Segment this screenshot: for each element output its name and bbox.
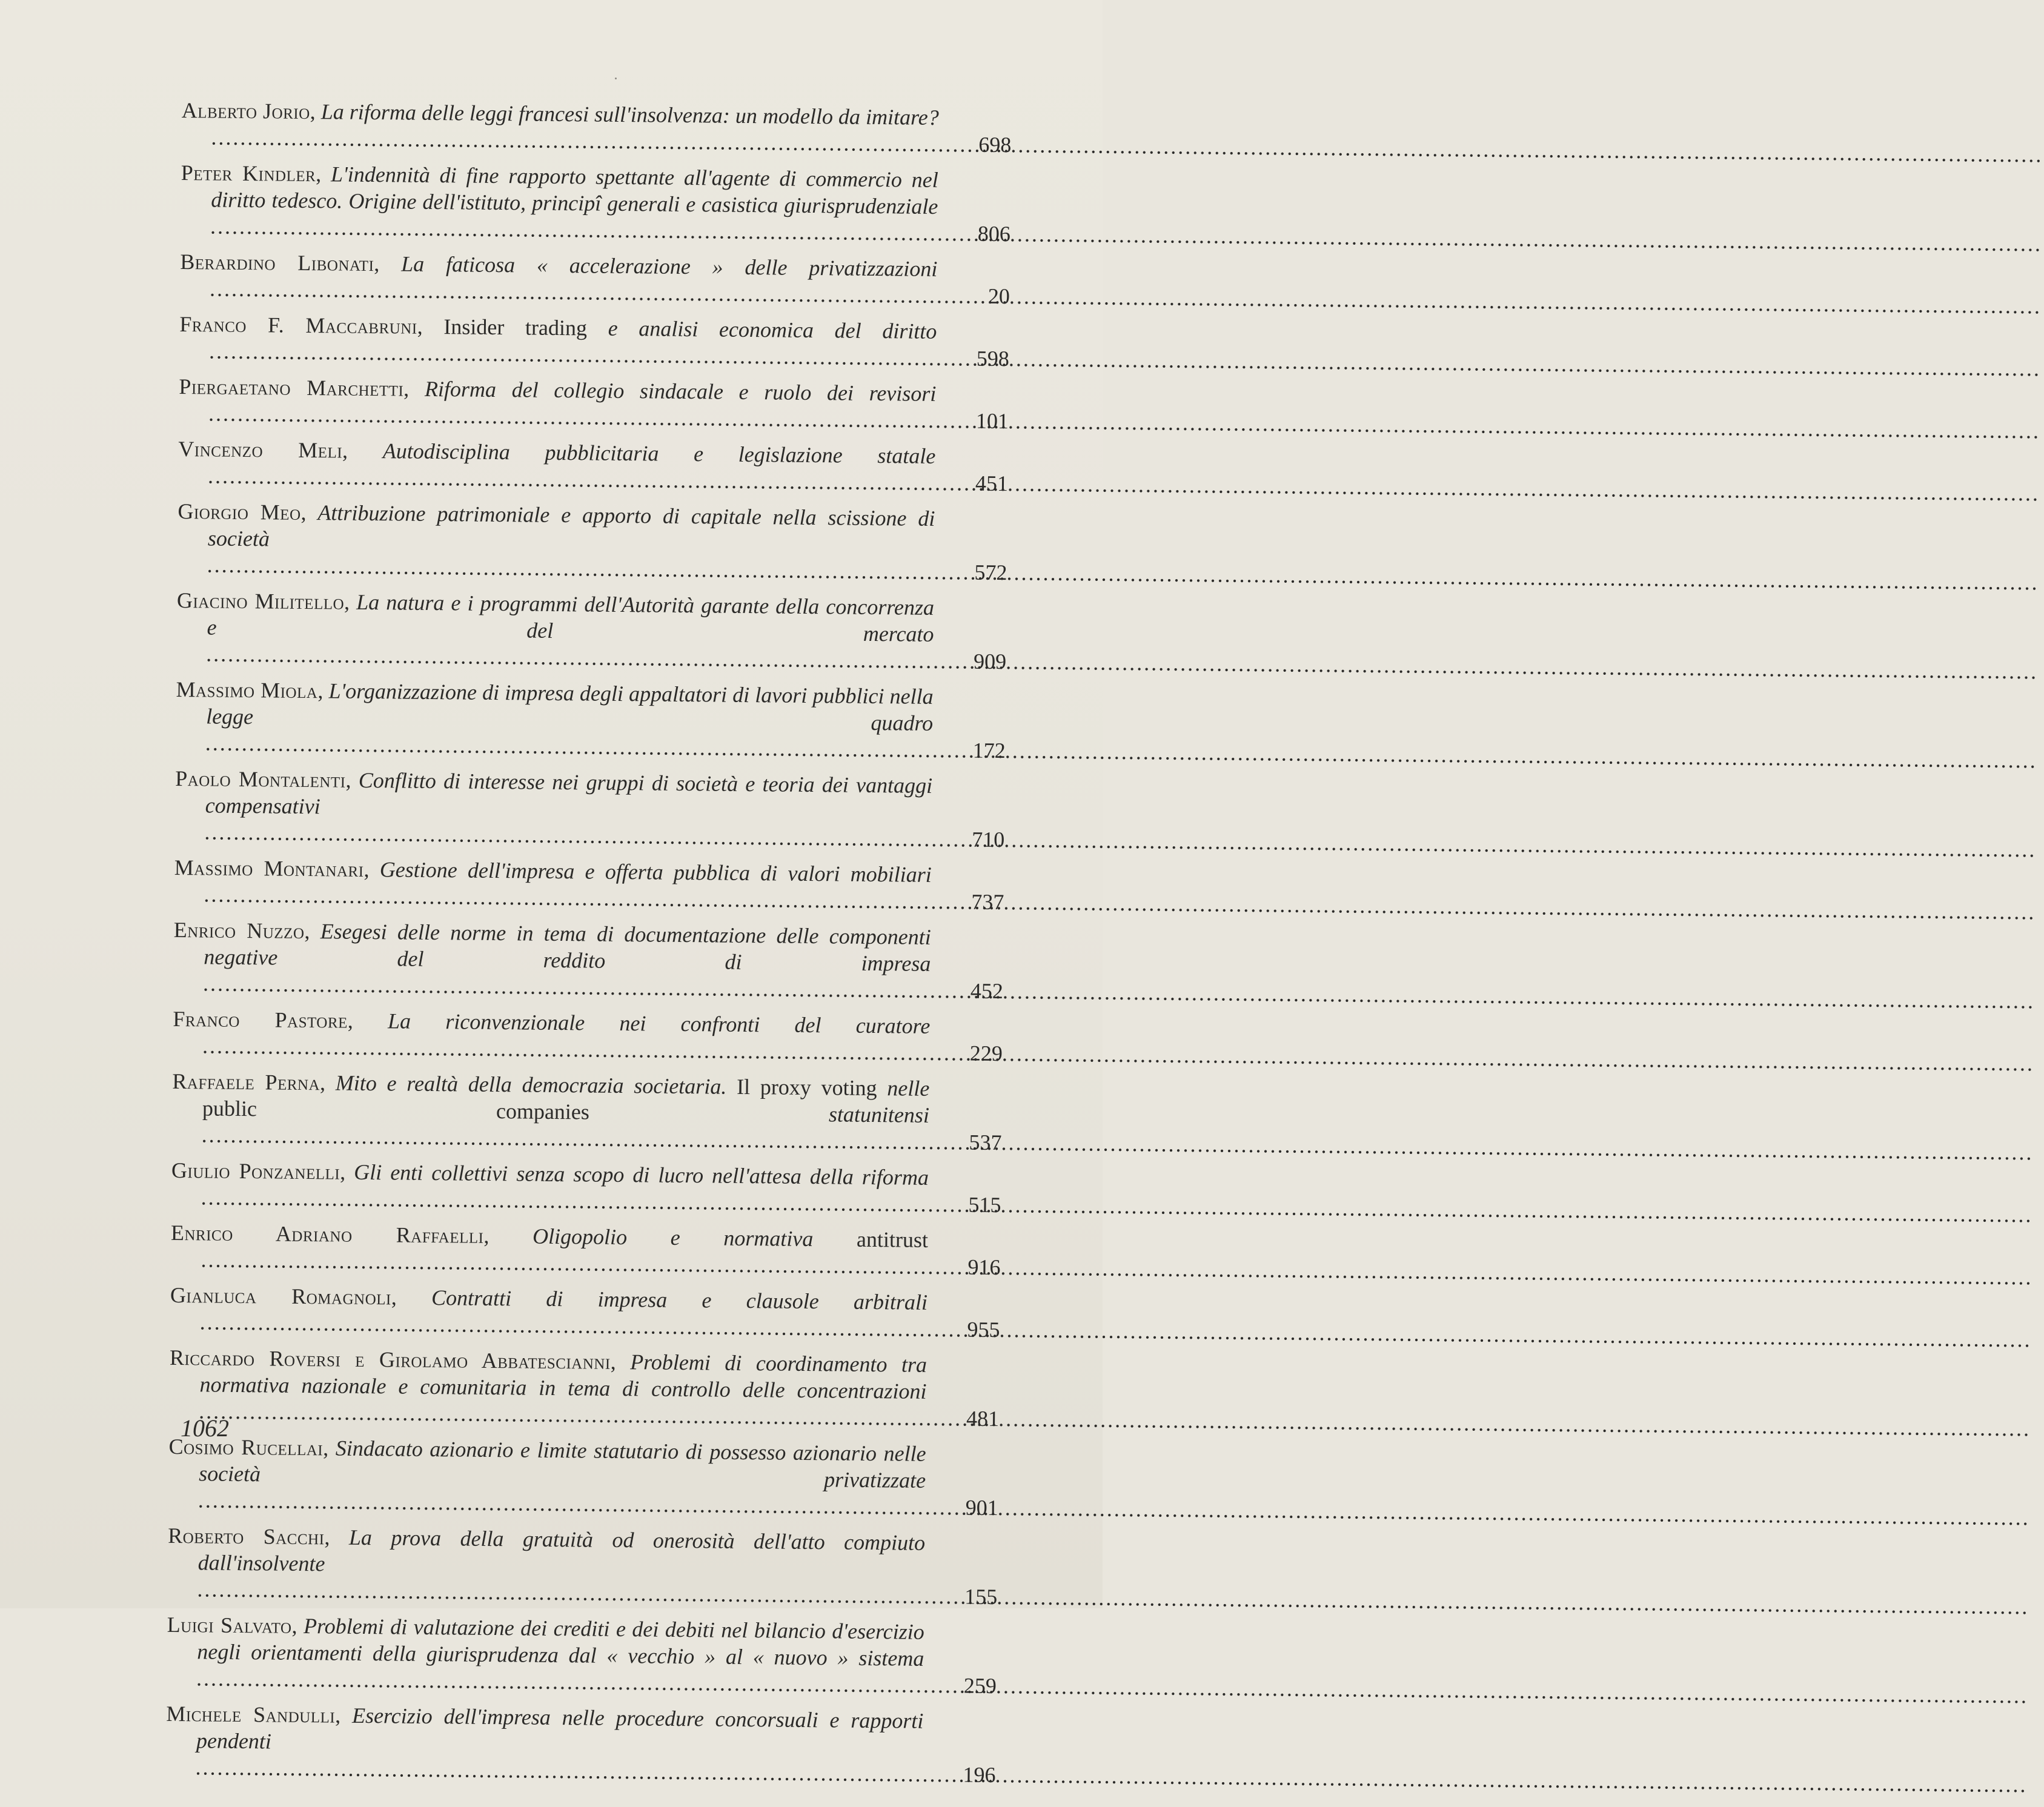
entry-title: Problemi di valutazione dei crediti e dei debiti nel bilancio d'esercizio negli orientamenti della giurisprudenza dal « vecchio » al « nuovo » sistema ..... xyxy=(197,1614,2029,1708)
entry-author: Gianluca Romagnoli xyxy=(170,1282,392,1310)
entry-author: Alberto Jorio xyxy=(181,98,310,124)
entry-title: La riforma delle leggi francesi sull'insolvenza: un modello da imitare? ..... xyxy=(211,99,2043,167)
index-entry: Franco Pastore, La riconvenzionale nei confronti del curatore ..... 229 xyxy=(173,1006,1003,1067)
index-entry: Giacino Militello, La natura e i programmi dell'Autorità garante della concorrenza e del mercato ..... 909 xyxy=(176,587,1007,675)
entry-title: Contratti di impresa e clausole arbitrali ..... xyxy=(200,1285,2032,1351)
index-entry: Giorgio Meo, Attribuzione patrimoniale e apporto di capitale nella scissione di società ..... 572 xyxy=(177,498,1007,586)
index-entry: Riccardo Roversi e Girolamo Abbatescianni, Problemi di coordinamento tra normativa nazionale e comunitaria in tema di controllo delle concentrazioni ..... 481 xyxy=(169,1344,1000,1432)
entry-title-end: statunitensi ..... xyxy=(202,1102,2034,1164)
entry-page: 737 xyxy=(971,889,1004,915)
entry-author: Roberto Sacchi xyxy=(168,1523,325,1550)
entry-author: Franco Pastore xyxy=(173,1006,348,1033)
entry-title: Esercizio dell'impresa nelle procedure concorsuali e rapporti pendenti ..... xyxy=(196,1703,2028,1797)
entry-page: 572 xyxy=(974,560,1007,585)
author-index-list xyxy=(165,97,1012,1797)
entry-title: L'organizzazione di impresa degli appaltatori di lavori pubblici nella legge quadro ..... xyxy=(206,678,2038,772)
index-entry: Vincenzo Meli, Autodisciplina pubblicitaria e legislazione statale ..... 451 xyxy=(178,436,1009,497)
entry-title: L'indennità di fine rapporto spettante all'agente di commercio nel diritto tedesco. Origine dell'istituto, principî generali e casistica giurisprudenziale ..... xyxy=(211,162,2043,256)
index-entry: Giulio Ponzanelli, Gli enti collettivi senza scopo di lucro nell'attesa della riforma ..... 515 xyxy=(171,1157,1001,1218)
index-entry: Raffaele Perna, Mito e realtà della democrazia societaria. Il proxy voting nelle public companies statunitensi ..... 537 xyxy=(171,1068,1002,1156)
entry-author: Massimo Miola xyxy=(176,677,318,703)
entry-author: Berardino Libonati xyxy=(180,249,374,276)
index-entry: Roberto Sacchi, La prova della gratuità od onerosità dell'atto compiuto dall'insolvente ..... 155 xyxy=(167,1522,998,1610)
entry-author: Riccardo Roversi e Girolamo Abbatescianni xyxy=(169,1345,611,1374)
index-entry: Massimo Miola, L'organizzazione di impresa degli appaltatori di lavori pubblici nella legge quadro ..... 172 xyxy=(176,676,1006,764)
index-entry: Cosimo Rucellai, Sindacato azionario e limite statutario di possesso azionario nelle società privatizzate ..... 901 xyxy=(168,1433,999,1521)
entry-title: Autodisciplina pubblicitaria e legislazione statale ..... xyxy=(208,439,2040,505)
entry-title-roman: Insider trading xyxy=(443,314,588,340)
entry-title: Problemi di coordinamento tra normativa nazionale e comunitaria in tema di controllo delle concentrazioni ..... xyxy=(199,1350,2031,1441)
index-entry: Peter Kindler, L'indennità di fine rapporto spettante all'agente di commercio nel diritto tedesco. Origine dell'istituto, principî generali e casistica giurisprudenziale ..... 806 xyxy=(181,159,1011,247)
index-entry: Michele Sandulli, Esercizio dell'impresa nelle procedure concorsuali e rapporti pendenti ..... 196 xyxy=(165,1700,996,1788)
index-entry: Alberto Jorio, La riforma delle leggi francesi sull'insolvenza: un modello da imitare? ..... 698 xyxy=(181,97,1012,158)
entry-page: 259 xyxy=(963,1673,997,1699)
entry-author: Paolo Montalenti xyxy=(175,766,346,792)
index-entry: Franco F. Maccabruni, Insider trading e analisi economica del diritto ..... 598 xyxy=(179,311,1010,372)
entry-title: Gli enti collettivi senza scopo di lucro nell'attesa della riforma ..... xyxy=(201,1160,2033,1227)
entry-page: 537 xyxy=(969,1130,1002,1155)
entry-page: 710 xyxy=(972,827,1005,852)
entry-title: Attribuzione patrimoniale e apporto di capitale nella scissione di società ..... xyxy=(207,500,2039,594)
entry-page: 916 xyxy=(967,1255,1001,1280)
index-entry: Massimo Montanari, Gestione dell'impresa e offerta pubblica di valori mobiliari ..... 737 xyxy=(174,854,1004,915)
entry-author: Massimo Montanari xyxy=(174,855,364,881)
entry-author: Raffaele Perna xyxy=(172,1069,320,1095)
entry-title: La faticosa « accelerazione » delle privatizzazioni ..... xyxy=(210,251,2042,318)
entry-page: 101 xyxy=(975,408,1009,434)
entry-title: Mito e realtà della democrazia societaria. xyxy=(335,1070,727,1099)
entry-page: 20 xyxy=(987,283,1010,309)
entry-title: Oligopolio e normativa xyxy=(532,1224,814,1252)
entry-title: La riconvenzionale nei confronti del curatore ..... xyxy=(203,1009,2035,1075)
index-entry: Enrico Nuzzo, Esegesi delle norme in tema di documentazione delle componenti negative del reddito di impresa ..... 452 xyxy=(173,917,1004,1004)
entry-page: 901 xyxy=(965,1495,998,1520)
entry-author: Cosimo Rucellai xyxy=(168,1434,324,1461)
entry-page: 196 xyxy=(963,1762,996,1788)
entry-page: 451 xyxy=(975,471,1009,496)
entry-page: 481 xyxy=(966,1406,1000,1431)
ink-speck xyxy=(615,78,617,79)
entry-page: 155 xyxy=(964,1584,998,1610)
entry-title-roman: antitrust ..... xyxy=(201,1227,2032,1290)
index-entry: Enrico Adriano Raffaelli, Oligopolio e normativa antitrust ..... 916 xyxy=(170,1219,1001,1281)
entry-author: Giorgio Meo xyxy=(178,499,301,525)
entry-author: Giulio Ponzanelli xyxy=(171,1158,340,1184)
index-entry: Berardino Libonati, La faticosa « accelerazione » delle privatizzazioni ..... 20 xyxy=(180,248,1010,310)
index-entry: Luigi Salvato, Problemi di valutazione dei crediti e dei debiti nel bilancio d'esercizio negli orientamenti della giurisprudenza dal « vecchio » al « nuovo » sistema ..... 259 xyxy=(167,1611,997,1699)
entry-author: Enrico Adriano Raffaelli xyxy=(170,1220,484,1248)
entry-page: 698 xyxy=(978,132,1012,157)
entry-page: 229 xyxy=(969,1041,1003,1066)
entry-author: Enrico Nuzzo xyxy=(173,917,305,944)
index-entry: Paolo Montalenti, Conflitto di interesse nei gruppi di società e teoria dei vantaggi compensativi ..... 710 xyxy=(174,765,1005,853)
entry-page: 955 xyxy=(967,1317,1000,1342)
entry-page: 452 xyxy=(970,978,1004,1004)
entry-page: 172 xyxy=(972,738,1006,763)
entry-title-roman: Il proxy voting xyxy=(736,1074,877,1101)
entry-title: La prova della gratuità od onerosità dell'atto compiuto dall'insolvente ..... xyxy=(197,1525,2029,1619)
entry-page: 909 xyxy=(973,649,1007,674)
entry-author: Vincenzo Meli xyxy=(178,436,343,463)
entry-title: Conflitto di interesse nei gruppi di società e teoria dei vantaggi compensativi ..... xyxy=(205,768,2037,862)
entry-author: Luigi Salvato xyxy=(167,1612,292,1638)
entry-title: Riforma del collegio sindacale e ruolo dei revisori ..... xyxy=(209,377,2041,443)
entry-page: 806 xyxy=(977,221,1011,247)
entry-page: 515 xyxy=(968,1192,1001,1218)
entry-author: Franco F. Maccabruni xyxy=(179,311,417,339)
entry-title: Esegesi delle norme in tema di documentazione delle componenti negative del reddito di impresa ..... xyxy=(204,919,2036,1013)
entry-title-part: nelle xyxy=(887,1076,930,1101)
entry-title: e analisi economica del diritto ..... xyxy=(210,316,2042,381)
entry-title: Gestione dell'impresa e offerta pubblica di valori mobiliari ..... xyxy=(204,857,2036,924)
entry-author: Peter Kindler xyxy=(181,160,316,187)
entry-title: Sindacato azionario e limite statutario di possesso azionario nelle società privatizzate ..... xyxy=(199,1436,2031,1530)
entry-title-roman-part: public companies xyxy=(202,1096,590,1124)
page-number: 1062 xyxy=(181,1414,229,1442)
index-entry: Gianluca Romagnoli, Contratti di impresa e clausole arbitrali ..... 955 xyxy=(170,1282,1000,1343)
entry-page: 598 xyxy=(976,346,1010,371)
entry-author: Giacino Militello xyxy=(176,588,345,614)
index-entry: Piergaetano Marchetti, Riforma del collegio sindacale e ruolo dei revisori ..... 101 xyxy=(179,373,1009,434)
entry-author: Piergaetano Marchetti xyxy=(179,374,404,401)
entry-title: La natura e i programmi dell'Autorità garante della concorrenza e del mercato ..... xyxy=(207,590,2039,684)
entry-author: Michele Sandulli xyxy=(166,1701,336,1728)
